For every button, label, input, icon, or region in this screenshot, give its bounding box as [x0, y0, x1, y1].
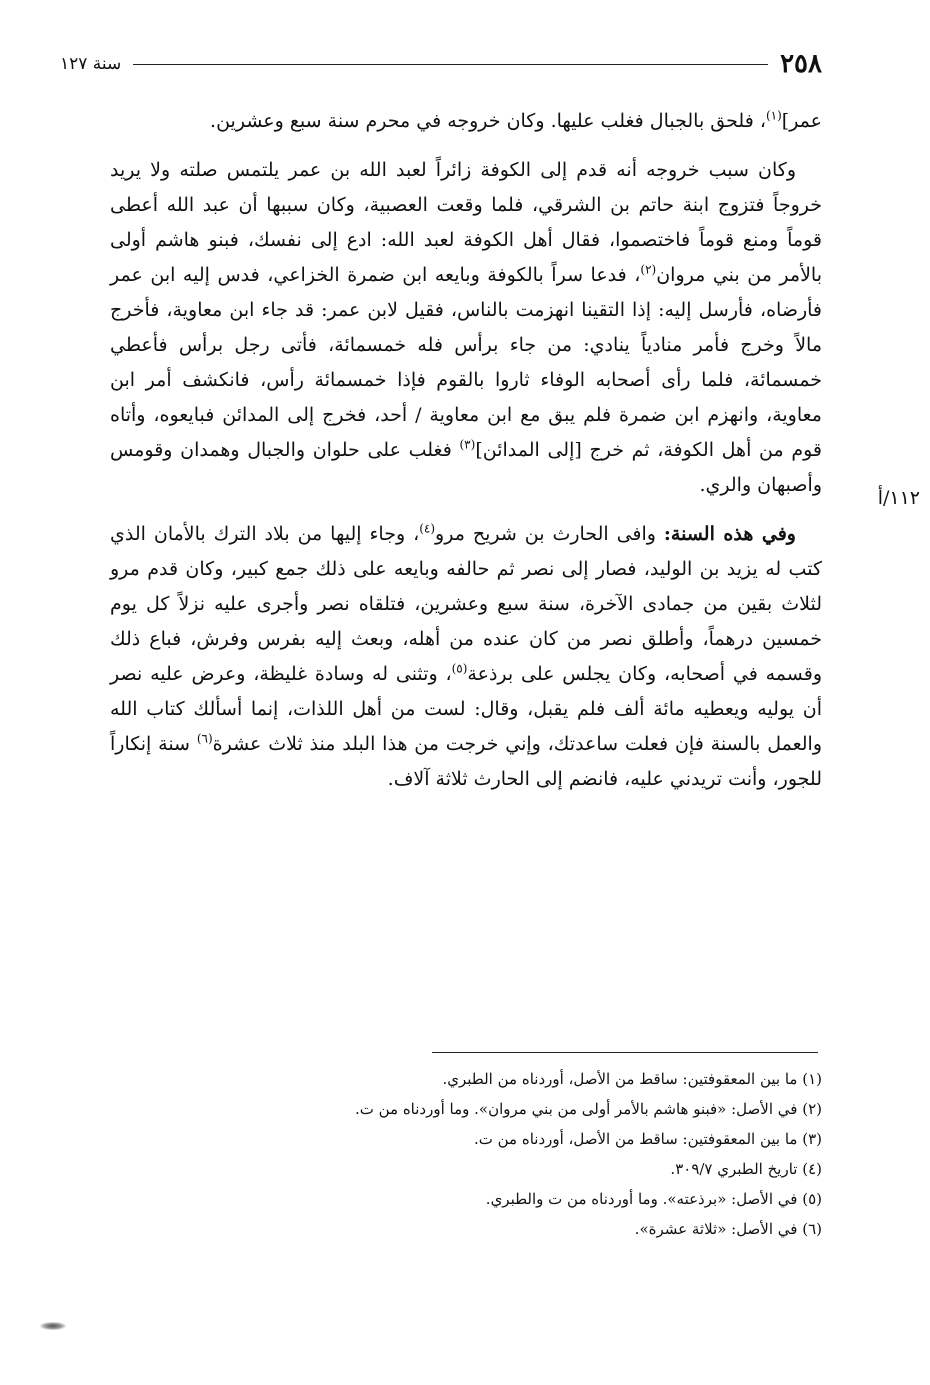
- text-run: سنة إنكاراً للجور، وأنت تريدني عليه، فانضم إلى الحارث ثلاثة آلاف.: [110, 733, 822, 790]
- footnote-4: (٤) تاريخ الطبري ٣٠٩/٧.: [670, 1160, 822, 1178]
- footnotes: [110, 1064, 822, 1244]
- footnote-marker-6[interactable]: (٦): [196, 731, 213, 746]
- text-run: وافى الحارث بن شريح مرو: [435, 523, 664, 545]
- text-run: ، وجاء إليها من بلاد الترك بالأمان الذي كتب له يزيد بن الوليد، فصار إلى نصر ثم حالفه وبايعه على ذلك جمع كبير، وكان قدم مرو لثلاث بقين من جمادى الآخرة، سنة سبع وعشرين، فتلقاه نصر وأجرى عليه نزلاً كل يوم خمسين درهماً، وأطلق نصر من كان عنده من أهله، وبعث إليه بفرس وفرش، فباع ذلك وقسمه في أصحابه، وكان يجلس على برذعة: [110, 523, 823, 685]
- paragraph-1: [110, 104, 822, 139]
- text-run: عمر]: [781, 110, 822, 132]
- paragraph-2: [110, 153, 822, 503]
- page-number: ٢٥٨: [780, 49, 822, 79]
- footnote-3: (٣) ما بين المعقوفتين: ساقط من الأصل، أوردناه من ت.: [473, 1130, 822, 1148]
- footnote-separator: [432, 1052, 818, 1053]
- text-run: ، فدعا سراً بالكوفة وبايعه ابن ضمرة الخزاعي، فدس إليه ابن عمر فأرضاه، فأرسل إليه: إذا التقينا انهزمت بالناس، فقيل لابن عمر: قد جاء ابن معاوية، فأخرج مالاً وخرج فأمر منادياً ينادي: من جاء برأس فله خمسمائة، فأتى رجل برأس فأعطي خمسمائة، فلما رأى أصحابه الوفاء ثاروا بالقوم فإذا خمسمائة رأس، فانكشف أمر ابن معاوية، وانهزم ابن ضمرة فلم يبق مع ابن معاوية / أحد، فخرج إلى المدائن فبايعوه، وأتاه قوم من أهل الكوفة، ثم خرج [إلى المدائن]: [110, 264, 823, 461]
- ink-smudge: [40, 1322, 66, 1330]
- paragraph-gap: [110, 139, 822, 153]
- main-text: [110, 104, 822, 797]
- text-run: وكان سبب خروجه أنه قدم إلى الكوفة زائراً لعبد الله بن عمر يلتمس صلته ولا يريد خروجاً فتزوج ابنة حاتم بن الشرقي، فلما وقعت العصبية، وكان سببها أن عبد الله أعطى قوماً ومنع قوماً فاختصموا، فقال أهل الكوفة لعبد الله: ادع إلى نفسك، فبنو هاشم أولى بالأمر من بني مروان: [110, 159, 822, 286]
- footnote-6: (٦) في الأصل: «ثلاثة عشرة».: [634, 1220, 822, 1238]
- manuscript-folio-marker: ١١٢/أ: [877, 487, 920, 509]
- running-head: سنة ١٢٧: [60, 54, 122, 74]
- paragraph-gap: [110, 503, 822, 517]
- footnote-marker-3[interactable]: (٣): [459, 437, 476, 452]
- footnote-marker-4[interactable]: (٤): [419, 521, 436, 536]
- text-run: ، وتثنى له وسادة غليظة، وعرض عليه نصر أن يوليه ويعطيه مائة ألف فلم يقبل، وقال: لست من أهل اللذات، إنما أسألك كتاب الله والعمل بالسنة فإن فعلت ساعدتك، وإني خرجت من هذا البلد منذ ثلاث عشرة: [110, 663, 822, 755]
- header-rule: [133, 64, 768, 65]
- text-run: ، فلحق بالجبال فغلب عليها. وكان خروجه في محرم سنة سبع وعشرين.: [210, 110, 766, 132]
- page-header: [60, 44, 822, 84]
- footnote-marker-2[interactable]: (٢): [640, 262, 657, 277]
- paragraph-3: [110, 517, 822, 797]
- footnote-5: (٥) في الأصل: «برذعته». وما أوردناه من ت والطبري.: [485, 1190, 822, 1208]
- footnote-marker-5[interactable]: (٥): [451, 661, 468, 676]
- footnote-2: (٢) في الأصل: «فبنو هاشم بالأمر أولى من بني مروان». وما أوردناه من ت.: [354, 1100, 822, 1118]
- footnote-marker-1[interactable]: (١): [765, 108, 782, 123]
- footnote-1: (١) ما بين المعقوفتين: ساقط من الأصل، أوردناه من الطبري.: [442, 1070, 822, 1088]
- section-lead: وفي هذه السنة:: [663, 523, 796, 545]
- text-run: فغلب على حلوان والجبال وهمدان وقومس وأصبهان والري.: [110, 439, 822, 496]
